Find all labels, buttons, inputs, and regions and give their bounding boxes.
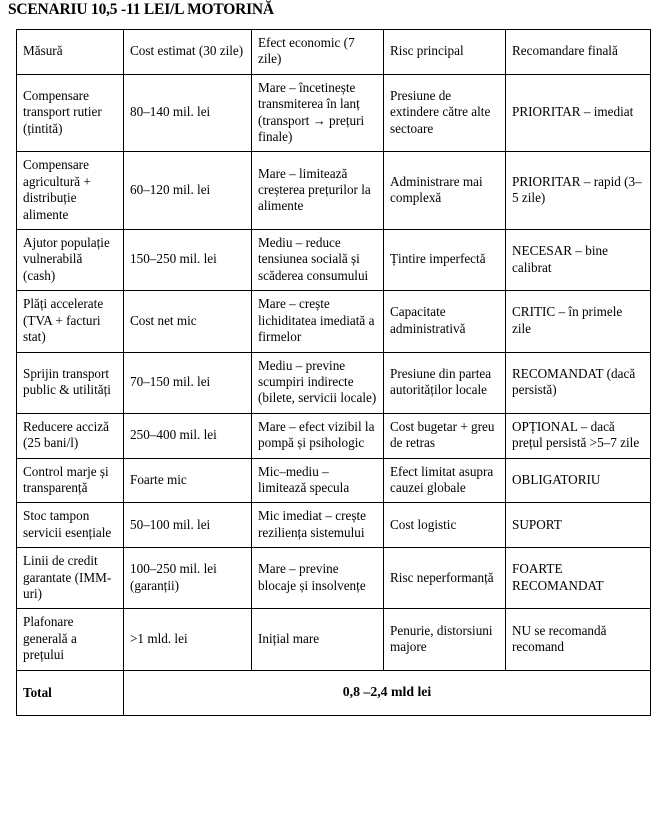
- cell-cost: 150–250 mil. lei: [124, 230, 252, 291]
- cell-recommendation: NECESAR – bine calibrat: [506, 230, 651, 291]
- cell-cost: 80–140 mil. lei: [124, 74, 252, 152]
- cell-cost: Cost net mic: [124, 291, 252, 352]
- cell-cost: Foarte mic: [124, 458, 252, 503]
- cell-risk: Efect limitat asupra cauzei globale: [384, 458, 506, 503]
- table-row: [17, 503, 651, 548]
- table-row: [17, 352, 651, 413]
- cell-measure: Reducere acciză (25 bani/l): [17, 413, 124, 458]
- cell-total-value: 0,8 –2,4 mld lei: [124, 670, 651, 715]
- cell-measure: Plafonare generală a prețului: [17, 609, 124, 670]
- cell-effect: Inițial mare: [252, 609, 384, 670]
- cell-recommendation: OBLIGATORIU: [506, 458, 651, 503]
- cell-measure: Compensare transport rutier (țintită): [17, 74, 124, 152]
- table-row: [17, 413, 651, 458]
- cell-effect: Mediu – previne scumpiri indirecte (bilete, servicii locale): [252, 352, 384, 413]
- table-total-row: [17, 670, 651, 715]
- cell-effect: Mic imediat – crește reziliența sistemului: [252, 503, 384, 548]
- column-header-measure: Măsură: [17, 30, 124, 75]
- cell-risk: Risc neperformanță: [384, 548, 506, 609]
- column-header-risk: Risc principal: [384, 30, 506, 75]
- cell-recommendation: RECOMANDAT (dacă persistă): [506, 352, 651, 413]
- cell-measure: Linii de credit garantate (IMM-uri): [17, 548, 124, 609]
- cell-recommendation: FOARTE RECOMANDAT: [506, 548, 651, 609]
- table-row: [17, 609, 651, 670]
- cell-effect: Mare – limitează creșterea prețurilor la alimente: [252, 152, 384, 230]
- cell-effect: Mare – previne blocaje și insolvențe: [252, 548, 384, 609]
- cell-recommendation: CRITIC – în primele zile: [506, 291, 651, 352]
- cell-effect: Mare – crește lichiditatea imediată a firmelor: [252, 291, 384, 352]
- cell-recommendation: OPȚIONAL – dacă prețul persistă >5–7 zile: [506, 413, 651, 458]
- cell-measure: Control marje și transparență: [17, 458, 124, 503]
- table-row: [17, 458, 651, 503]
- table-row: [17, 291, 651, 352]
- column-header-effect: Efect economic (7 zile): [252, 30, 384, 75]
- cell-recommendation: NU se recomandă recomand: [506, 609, 651, 670]
- cell-measure: Ajutor populație vulnerabilă (cash): [17, 230, 124, 291]
- table-body: [17, 74, 651, 715]
- table-row: [17, 230, 651, 291]
- table-header-row: [17, 30, 651, 75]
- cell-measure: Stoc tampon servicii esențiale: [17, 503, 124, 548]
- cell-cost: 70–150 mil. lei: [124, 352, 252, 413]
- cell-cost: 100–250 mil. lei (garanții): [124, 548, 252, 609]
- page-title: SCENARIU 10,5 -11 LEI/L MOTORINĂ: [8, 1, 274, 18]
- cell-recommendation: PRIORITAR – rapid (3–5 zile): [506, 152, 651, 230]
- cell-measure: Sprijin transport public & utilități: [17, 352, 124, 413]
- cell-effect: Mediu – reduce tensiunea socială și scăderea consumului: [252, 230, 384, 291]
- cell-risk: Presiune din partea autorităților locale: [384, 352, 506, 413]
- table-row: [17, 548, 651, 609]
- cell-recommendation: SUPORT: [506, 503, 651, 548]
- cell-effect: Mare – efect vizibil la pompă și psihologic: [252, 413, 384, 458]
- cell-cost: 250–400 mil. lei: [124, 413, 252, 458]
- cell-cost: 50–100 mil. lei: [124, 503, 252, 548]
- cell-risk: Țintire imperfectă: [384, 230, 506, 291]
- cell-risk: Administrare mai complexă: [384, 152, 506, 230]
- cell-cost: >1 mld. lei: [124, 609, 252, 670]
- cell-risk: Presiune de extindere către alte sectoare: [384, 74, 506, 152]
- cell-risk: Cost logistic: [384, 503, 506, 548]
- cell-effect: Mare – încetinește transmiterea în lanț (transport → prețuri finale): [252, 74, 384, 152]
- column-header-recommendation: Recomandare finală: [506, 30, 651, 75]
- cell-risk: Cost bugetar + greu de retras: [384, 413, 506, 458]
- column-header-cost: Cost estimat (30 zile): [124, 30, 252, 75]
- cell-total-label: Total: [17, 670, 124, 715]
- table-header: [17, 30, 651, 75]
- measures-table: [16, 29, 651, 716]
- table-row: [17, 152, 651, 230]
- cell-cost: 60–120 mil. lei: [124, 152, 252, 230]
- cell-measure: Plăți accelerate (TVA + facturi stat): [17, 291, 124, 352]
- table-row: [17, 74, 651, 152]
- cell-risk: Capacitate administrativă: [384, 291, 506, 352]
- cell-recommendation: PRIORITAR – imediat: [506, 74, 651, 152]
- cell-measure: Compensare agricultură + distribuție alimente: [17, 152, 124, 230]
- cell-risk: Penurie, distorsiuni majore: [384, 609, 506, 670]
- cell-effect: Mic–mediu – limitează specula: [252, 458, 384, 503]
